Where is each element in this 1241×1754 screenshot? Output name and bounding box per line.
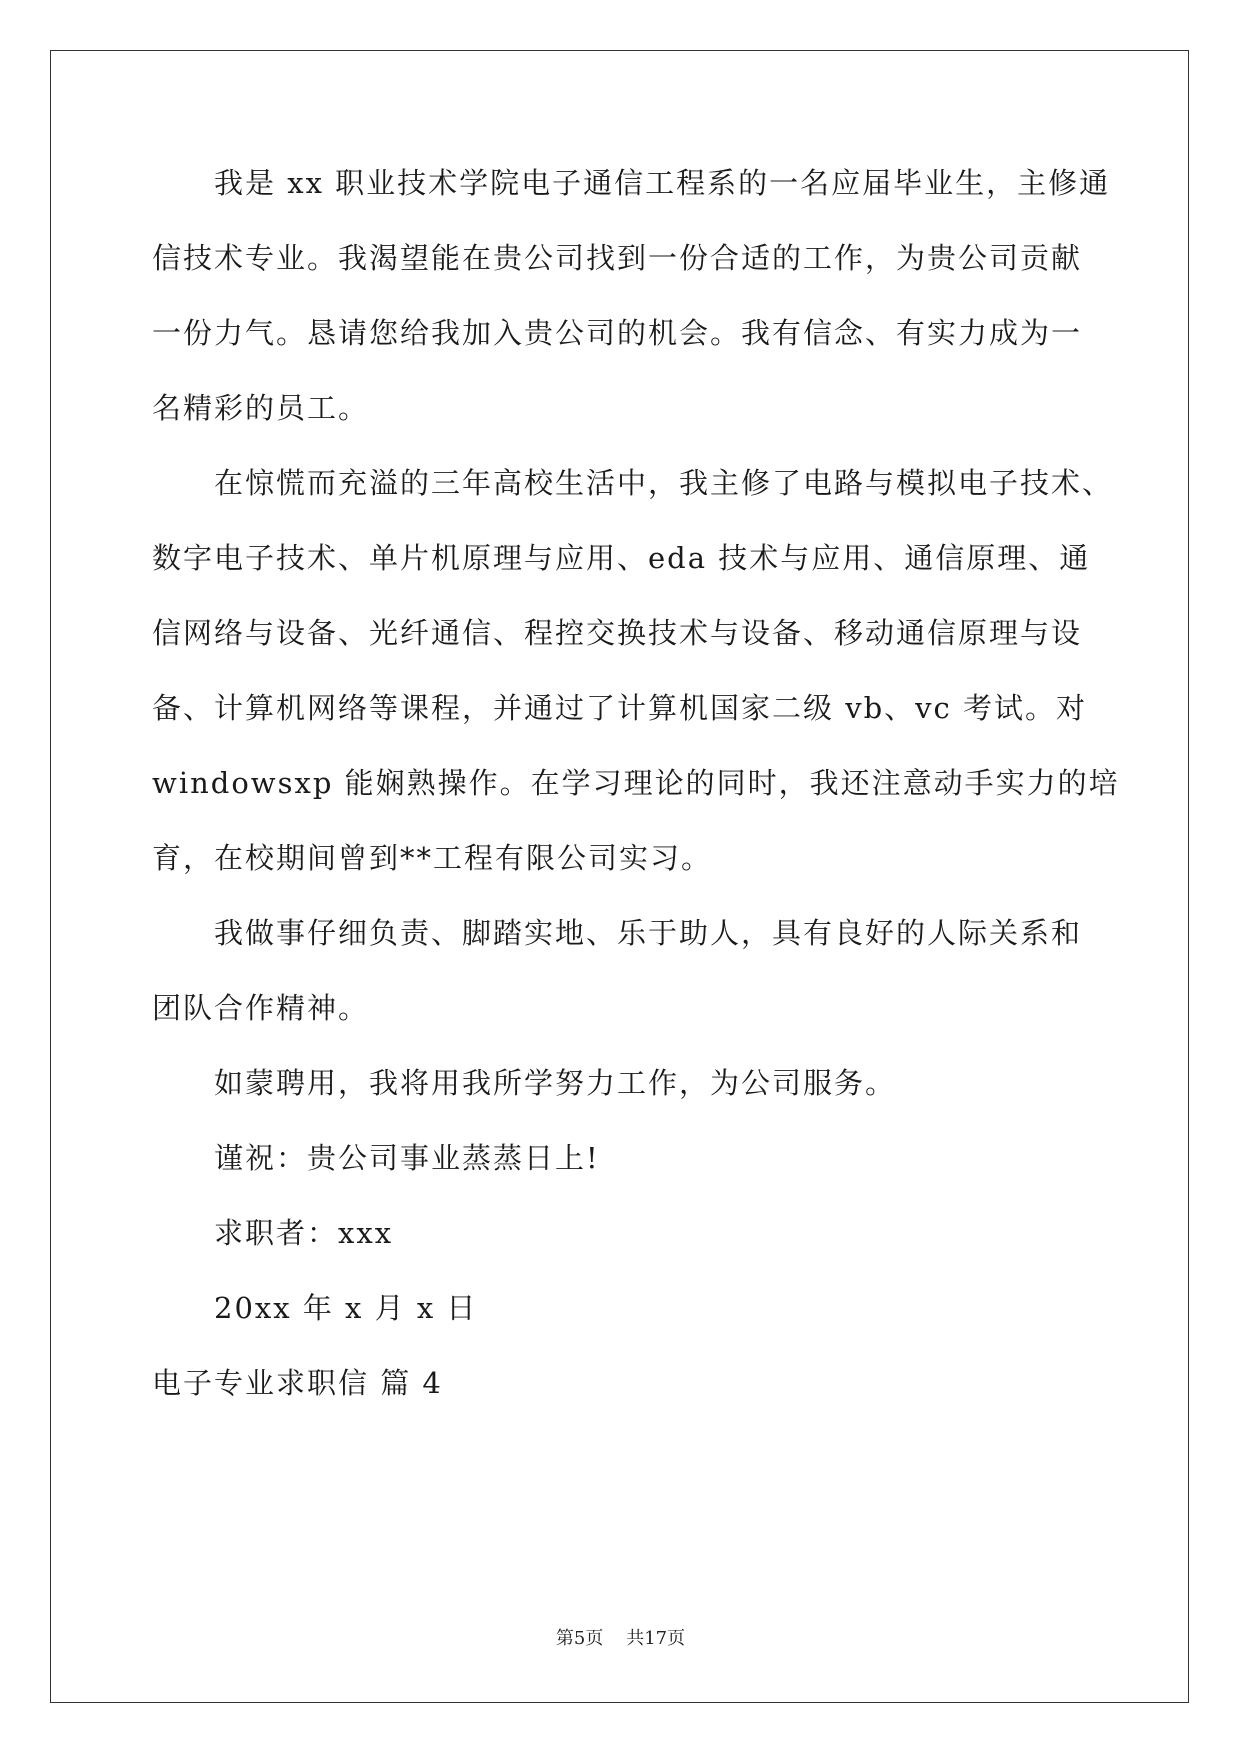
paragraph-2-line-3: 信网络与设备、光纤通信、程控交换技术与设备、移动通信原理与设 [152,616,1083,650]
paragraph-1-line-3: 一份力气。恳请您给我加入贵公司的机会。我有信念、有实力成为一 [152,316,1083,350]
paragraph-1-line-1: 我是 xx 职业技术学院电子通信工程系的一名应届毕业生，主修通 [214,166,1111,200]
paragraph-2-line-4: 备、计算机网络等课程，并通过了计算机国家二级 vb、vc 考试。对 [152,691,1088,725]
date-line: 20xx 年 x 月 x 日 [214,1291,478,1325]
paragraph-2-line-6: 育，在校期间曾到**工程有限公司实习。 [152,841,713,875]
paragraph-2-line-2: 数字电子技术、单片机原理与应用、eda 技术与应用、通信原理、通 [152,541,1091,575]
closing-line: 如蒙聘用，我将用我所学努力工作，为公司服务。 [214,1066,897,1100]
section-heading: 电子专业求职信 篇 4 [152,1366,443,1400]
paragraph-2-line-5: windowsxp 能娴熟操作。在学习理论的同时，我还注意动手实力的培 [152,766,1120,800]
page-total: 共17页 [626,1628,686,1649]
paragraph-1-line-2: 信技术专业。我渴望能在贵公司找到一份合适的工作，为贵公司贡献 [152,241,1083,275]
paragraph-3-line-1: 我做事仔细负责、脚踏实地、乐于助人，具有良好的人际关系和 [214,916,1083,950]
salutation-line: 谨祝：贵公司事业蒸蒸日上! [214,1141,600,1175]
page-border [50,50,1189,1703]
page-number: 第5页 [555,1628,604,1649]
paragraph-1-line-4: 名精彩的员工。 [152,391,370,425]
paragraph-3-line-2: 团队合作精神。 [152,991,370,1025]
applicant-line: 求职者：xxx [214,1216,394,1250]
page-footer [0,1624,1241,1650]
paragraph-2-line-1: 在惊慌而充溢的三年高校生活中，我主修了电路与模拟电子技术、 [214,466,1114,500]
